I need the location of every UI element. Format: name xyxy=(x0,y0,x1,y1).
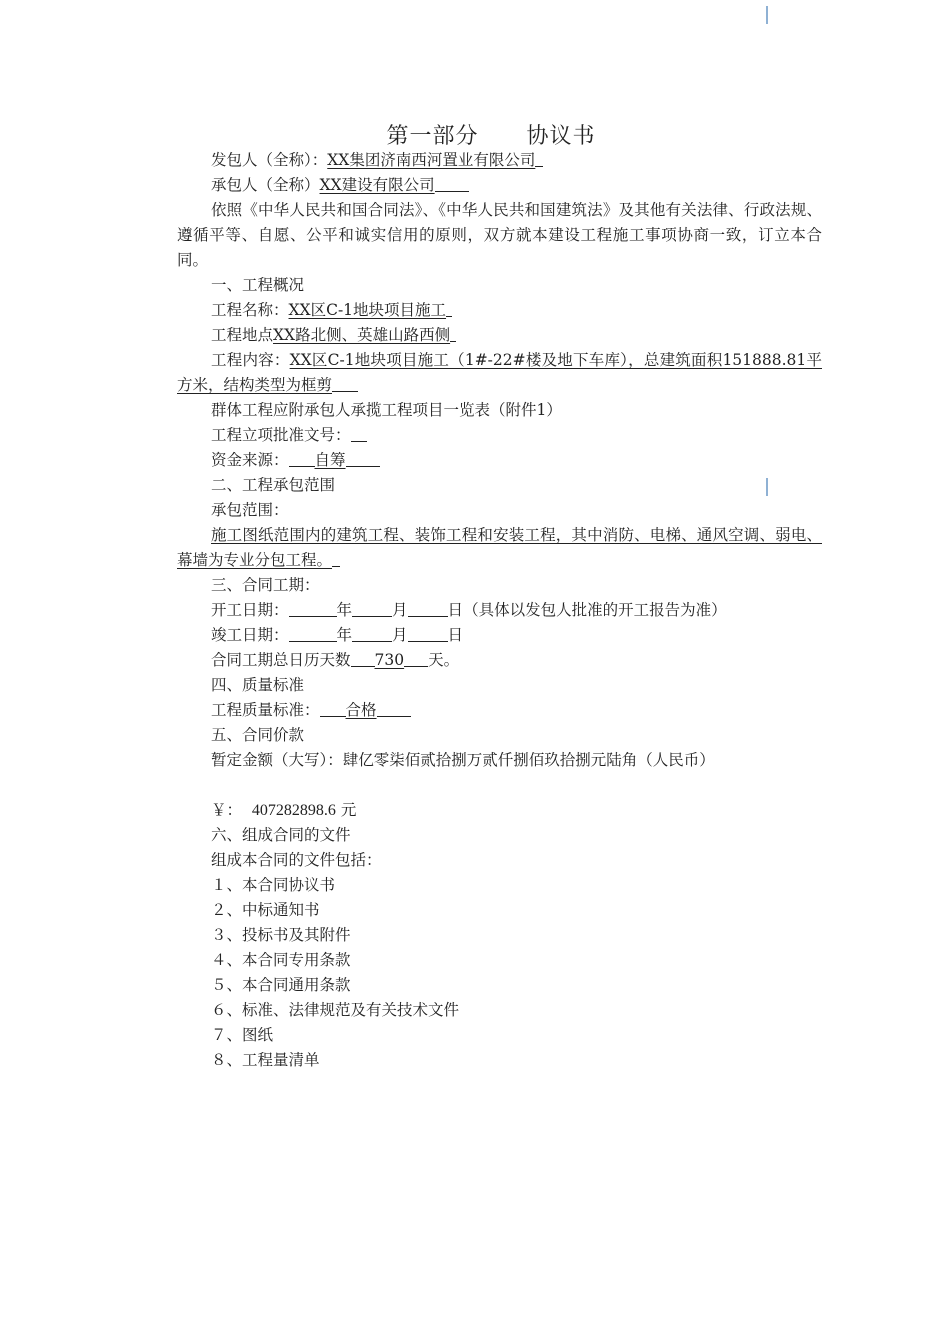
total-days-value: 730 xyxy=(374,651,405,669)
project-content-label: 工程内容： xyxy=(211,351,290,369)
end-year-label: 年 xyxy=(336,626,353,644)
start-date-note: （具体以发包人批准的开工报告为准） xyxy=(463,601,727,619)
project-location-label: 工程地点 xyxy=(211,326,274,344)
start-date-label: 开工日期： xyxy=(211,601,289,619)
list-item: １、本合同协议书 xyxy=(211,876,336,894)
employer-value: XX集团济南西河置业有限公司 xyxy=(327,151,536,169)
end-date-line xyxy=(211,623,463,648)
project-content-paragraph xyxy=(177,348,822,398)
employer-line xyxy=(211,148,543,173)
scope-value: 施工图纸范围内的建筑工程、装饰工程和安装工程，其中消防、电梯、通风空调、弱电、幕墙为专业分包工程。 xyxy=(177,526,822,569)
documents-intro: 组成本合同的文件包括： xyxy=(211,851,382,869)
list-item: ４、本合同专用条款 xyxy=(211,951,351,969)
funding-source-line xyxy=(211,448,380,473)
end-day-label: 日 xyxy=(447,626,464,644)
amount-figures: 407282898.6 xyxy=(251,802,336,819)
section-2-heading: 二、工程承包范围 xyxy=(211,476,336,494)
end-date-label: 竣工日期： xyxy=(211,626,289,644)
quality-standard-line xyxy=(211,698,411,723)
section-5-heading: 五、合同价款 xyxy=(211,726,305,744)
start-year-label: 年 xyxy=(336,601,353,619)
margin-marker-top xyxy=(766,6,768,24)
preamble-paragraph: 依照《中华人民共和国合同法》、《中华人民共和国建筑法》及其他有关法律、行政法规、遵循平等、自愿、公平和诚实信用的原则，双方就本建设工程施工事项协商一致，订立本合同。 xyxy=(177,201,822,269)
currency-symbol: ￥： xyxy=(211,801,243,819)
title-part: 第一部分 xyxy=(386,124,479,149)
section-6-heading: 六、组成合同的文件 xyxy=(211,826,351,844)
list-item: ２、中标通知书 xyxy=(211,901,320,919)
project-content-value: XX区C-1地块项目施工（1#-22#楼及地下车库），总建筑面积151888.81平方米，结构类型为框剪 xyxy=(177,351,822,394)
amount-in-words: 暂定金额（大写）：肆亿零柒佰贰拾捌万贰仟捌佰玖拾捌元陆角（人民币） xyxy=(211,751,715,769)
scope-paragraph xyxy=(177,523,822,573)
contractor-value: XX建设有限公司 xyxy=(319,176,435,194)
amount-figures-line xyxy=(211,798,356,823)
list-item: ３、投标书及其附件 xyxy=(211,926,351,944)
group-project-note: 群体工程应附承包人承揽工程项目一览表（附件1） xyxy=(211,401,562,419)
list-item: ７、图纸 xyxy=(211,1026,274,1044)
project-name-value: XX区C-1地块项目施工 xyxy=(288,301,447,319)
section-1-heading: 一、工程概况 xyxy=(211,276,305,294)
project-location-line xyxy=(211,323,456,348)
funding-source-value: 自筹 xyxy=(314,451,346,469)
approval-number-label: 工程立项批准文号： xyxy=(211,426,351,444)
section-4-heading: 四、质量标准 xyxy=(211,676,305,694)
total-days-line xyxy=(211,648,459,673)
margin-marker-middle xyxy=(766,478,768,496)
total-days-unit: 天。 xyxy=(428,651,460,669)
project-name-line xyxy=(211,298,452,323)
scope-label: 承包范围： xyxy=(211,501,289,519)
quality-standard-label: 工程质量标准： xyxy=(211,701,320,719)
start-month-label: 月 xyxy=(392,601,408,619)
title-name: 协议书 xyxy=(526,124,596,149)
employer-label: 发包人（全称）： xyxy=(211,151,328,169)
amount-unit: 元 xyxy=(340,801,357,819)
list-item: ８、工程量清单 xyxy=(211,1051,320,1069)
start-date-line xyxy=(211,598,727,623)
funding-source-label: 资金来源： xyxy=(211,451,289,469)
contractor-line xyxy=(211,173,469,198)
approval-number-blank xyxy=(351,423,367,442)
total-days-label: 合同工期总日历天数 xyxy=(211,651,351,669)
contractor-label: 承包人（全称） xyxy=(211,176,320,194)
section-3-heading: 三、合同工期： xyxy=(211,576,320,594)
quality-standard-value: 合格 xyxy=(345,701,377,719)
approval-number-line xyxy=(211,423,367,448)
list-item: ５、本合同通用条款 xyxy=(211,976,351,994)
start-day-label: 日 xyxy=(447,601,464,619)
list-item: ６、标准、法律规范及有关技术文件 xyxy=(211,1001,460,1019)
project-name-label: 工程名称： xyxy=(211,301,289,319)
end-month-label: 月 xyxy=(392,626,408,644)
project-location-value: XX路北侧、英雄山路西侧 xyxy=(273,326,451,344)
